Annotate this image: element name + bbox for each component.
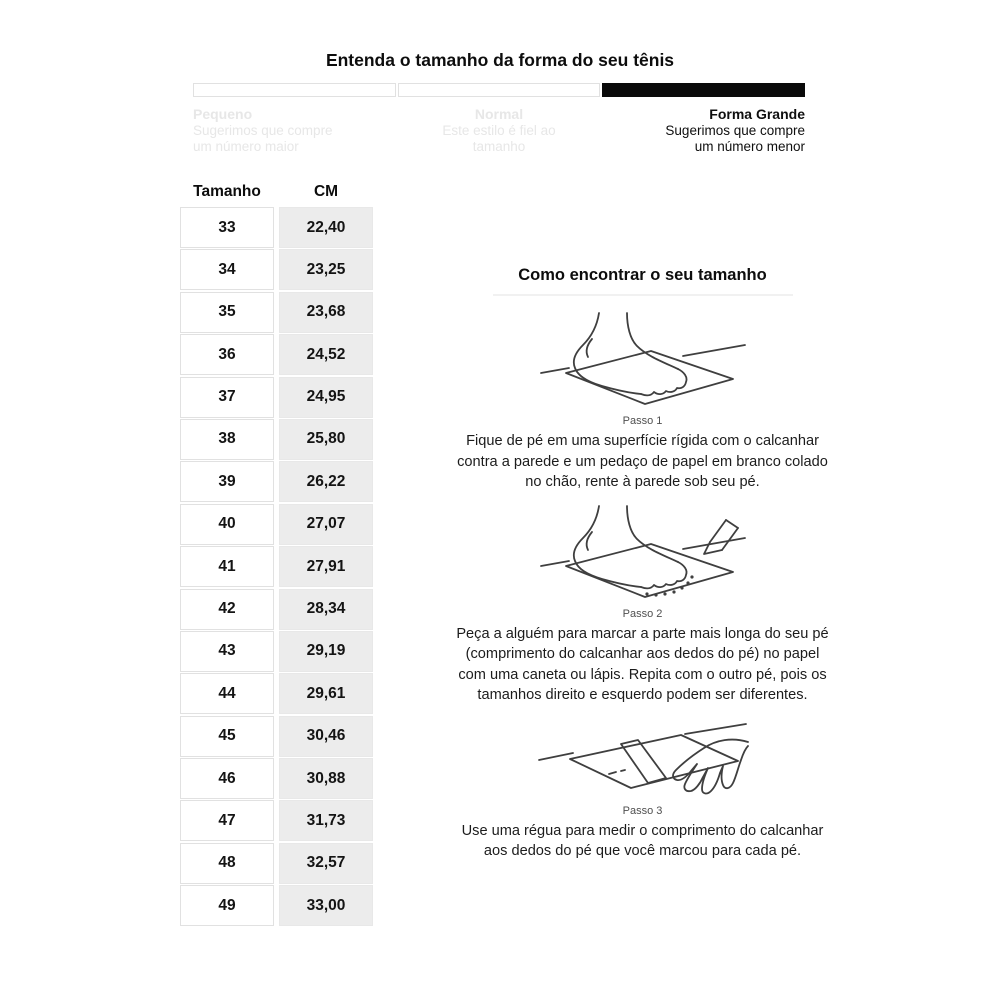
cm-cell: 33,00 (279, 885, 373, 926)
step-2 (450, 505, 835, 706)
cm-cell: 29,61 (279, 673, 373, 714)
table-row (180, 716, 374, 757)
cm-cell: 24,52 (279, 334, 373, 375)
step-caption: Passo 1 (622, 415, 663, 427)
fit-scale-segment-forma-grande (602, 83, 805, 97)
size-cell: 37 (180, 377, 274, 418)
size-cell: 33 (180, 207, 274, 248)
fit-label-title: Forma Grande (709, 106, 805, 122)
table-row (180, 546, 374, 587)
divider (493, 294, 793, 296)
table-row (180, 292, 374, 333)
fit-scale-bar (193, 83, 805, 97)
table-row (180, 207, 374, 248)
cm-cell: 23,25 (279, 249, 373, 290)
foot-on-paper-with-pencil-icon (535, 505, 750, 601)
size-cell: 39 (180, 461, 274, 502)
table-row (180, 885, 374, 926)
size-cell: 35 (180, 292, 274, 333)
cm-cell: 24,95 (279, 377, 373, 418)
fit-label-normal (397, 106, 601, 156)
cm-cell: 30,46 (279, 716, 373, 757)
fit-scale-segment-pequeno (193, 83, 396, 97)
size-cell: 43 (180, 631, 274, 672)
cm-cell: 31,73 (279, 800, 373, 841)
table-row (180, 673, 374, 714)
step-text: Peça a alguém para marcar a parte mais longa do seu pé (comprimento do calcanhar aos dedos do pé) no papel com uma caneta ou lápis. Repita com o outro pé, pois os tamanhos direito e esquerdo podem ser diferentes. (456, 625, 829, 703)
how-to-section (450, 266, 835, 862)
cm-cell: 23,68 (279, 292, 373, 333)
step-text: Use uma régua para medir o comprimento do calcanhar aos dedos do pé que você marcou para cada pé. (461, 822, 824, 859)
step-1 (450, 312, 835, 493)
size-cell: 42 (180, 589, 274, 630)
cm-cell: 26,22 (279, 461, 373, 502)
fit-label-pequeno (193, 106, 397, 156)
step-caption: Passo 3 (622, 804, 663, 817)
column-header-cm: CM (313, 183, 339, 200)
table-row (180, 334, 374, 375)
fit-label-description: Sugerimos que compre um número menor (665, 122, 805, 154)
page-title: Entenda o tamanho da forma do seu tênis (325, 49, 675, 70)
fit-label-description: Sugerimos que compre um número maior (193, 122, 333, 154)
size-cell: 45 (180, 716, 274, 757)
foot-on-paper-icon (535, 312, 750, 408)
size-cell: 48 (180, 843, 274, 884)
fit-scale-labels (193, 106, 805, 156)
cm-cell: 28,34 (279, 589, 373, 630)
size-table-header (180, 183, 374, 207)
table-row (180, 800, 374, 841)
cm-cell: 27,07 (279, 504, 373, 545)
table-row (180, 419, 374, 460)
size-cell: 44 (180, 673, 274, 714)
table-row (180, 377, 374, 418)
column-header-tamanho: Tamanho (193, 183, 261, 200)
cm-cell: 22,40 (279, 207, 373, 248)
hand-measuring-with-ruler-icon (535, 716, 750, 798)
size-cell: 34 (180, 249, 274, 290)
size-table-body (180, 207, 374, 926)
fit-scale-segment-normal (398, 83, 601, 97)
table-row (180, 461, 374, 502)
fit-label-forma-grande (601, 106, 805, 156)
size-cell: 41 (180, 546, 274, 587)
step-caption: Passo 2 (622, 607, 663, 620)
fit-label-description: Este estilo é fiel ao tamanho (442, 122, 556, 154)
fit-scale (193, 83, 805, 156)
size-cell: 46 (180, 758, 274, 799)
size-cell: 38 (180, 419, 274, 460)
table-row (180, 758, 374, 799)
how-to-title: Como encontrar o seu tamanho (518, 266, 767, 284)
table-row (180, 631, 374, 672)
fit-label-title: Normal (474, 106, 524, 122)
step-text: Fique de pé em uma superfície rígida com o calcanhar contra a parede e um pedaço de papel em branco colado no chão, rente à parede sob seu pé. (457, 433, 828, 490)
cm-cell: 32,57 (279, 843, 373, 884)
table-row (180, 249, 374, 290)
size-table (180, 183, 374, 928)
cm-cell: 27,91 (279, 546, 373, 587)
size-cell: 49 (180, 885, 274, 926)
table-row (180, 504, 374, 545)
cm-cell: 29,19 (279, 631, 373, 672)
table-row (180, 589, 374, 630)
size-cell: 47 (180, 800, 274, 841)
table-row (180, 843, 374, 884)
cm-cell: 25,80 (279, 419, 373, 460)
cm-cell: 30,88 (279, 758, 373, 799)
step-3 (450, 716, 835, 862)
size-cell: 40 (180, 504, 274, 545)
size-cell: 36 (180, 334, 274, 375)
fit-label-title: Pequeno (193, 106, 253, 122)
